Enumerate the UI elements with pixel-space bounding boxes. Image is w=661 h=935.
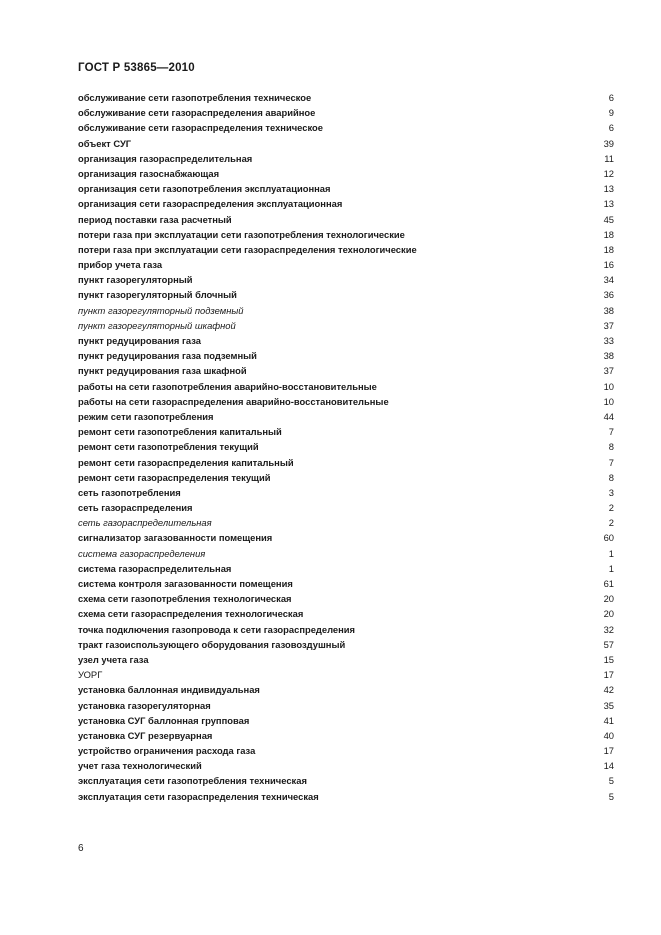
index-page-number: 14 bbox=[603, 760, 614, 772]
page-number: 6 bbox=[78, 843, 84, 854]
index-term: установка СУГ баллонная групповая bbox=[78, 714, 250, 726]
index-term: система газораспределения bbox=[78, 547, 206, 559]
index-entry bbox=[78, 773, 614, 788]
index-term: ремонт сети газораспределения текущий bbox=[78, 471, 271, 483]
index-entry bbox=[78, 561, 614, 576]
alphabetical-index-list bbox=[78, 90, 614, 804]
index-term: пункт редуцирования газа подземный bbox=[78, 350, 257, 362]
index-page-number: 20 bbox=[603, 608, 614, 620]
index-entry bbox=[78, 379, 614, 394]
index-term: система контроля загазованности помещения bbox=[78, 578, 293, 589]
index-term: объект СУГ bbox=[78, 137, 132, 149]
index-entry bbox=[78, 333, 614, 348]
index-entry bbox=[78, 682, 614, 697]
index-page-number: 40 bbox=[603, 729, 614, 741]
index-page-number: 2 bbox=[608, 502, 614, 514]
index-entry bbox=[78, 470, 614, 485]
document-header: ГОСТ Р 53865—2010 bbox=[78, 62, 195, 74]
index-entry bbox=[78, 90, 614, 105]
index-term: пункт редуцирования газа шкафной bbox=[78, 365, 247, 377]
index-term: устройство ограничения расхода газа bbox=[78, 745, 256, 757]
index-term: сеть газопотребления bbox=[78, 486, 181, 498]
index-entry bbox=[78, 667, 614, 682]
index-term: пункт газорегуляторный подземный bbox=[78, 304, 244, 316]
index-page-number: 38 bbox=[603, 304, 614, 316]
index-term: потери газа при эксплуатации сети газопотребления технологические bbox=[78, 228, 405, 240]
index-page-number: 1 bbox=[608, 547, 614, 559]
index-entry bbox=[78, 515, 614, 530]
index-term: схема сети газораспределения технологическая bbox=[78, 608, 304, 620]
index-entry bbox=[78, 546, 614, 561]
index-page-number: 1 bbox=[608, 562, 614, 574]
index-entry bbox=[78, 136, 614, 151]
index-entry bbox=[78, 105, 614, 120]
index-term: эксплуатация сети газопотребления техническая bbox=[78, 775, 307, 787]
index-page-number: 8 bbox=[608, 441, 614, 453]
index-page-number: 18 bbox=[603, 243, 614, 255]
index-page-number: 17 bbox=[603, 669, 614, 681]
index-term: тракт газоиспользующего оборудования газовоздушный bbox=[78, 638, 346, 650]
index-term: организация сети газораспределения эксплуатационная bbox=[78, 198, 343, 210]
index-page-number: 41 bbox=[603, 714, 614, 726]
index-page-number: 44 bbox=[603, 410, 614, 422]
index-entry bbox=[78, 591, 614, 606]
index-page-number: 61 bbox=[603, 578, 614, 589]
index-page-number: 38 bbox=[603, 350, 614, 362]
index-page-number: 35 bbox=[603, 699, 614, 711]
index-entry bbox=[78, 637, 614, 652]
index-page-number: 20 bbox=[603, 593, 614, 605]
index-term: обслуживание сети газораспределения техническое bbox=[78, 122, 323, 134]
index-page-number: 5 bbox=[608, 775, 614, 787]
index-page-number: 36 bbox=[603, 289, 614, 301]
index-entry bbox=[78, 606, 614, 621]
index-page-number: 32 bbox=[603, 623, 614, 635]
index-entry bbox=[78, 257, 614, 272]
index-entry bbox=[78, 439, 614, 454]
index-entry bbox=[78, 455, 614, 470]
index-term: работы на сети газопотребления аварийно-восстановительные bbox=[78, 380, 377, 392]
index-term: обслуживание сети газопотребления техническое bbox=[78, 92, 312, 103]
index-page-number: 60 bbox=[603, 532, 614, 544]
index-page-number: 39 bbox=[603, 137, 614, 149]
index-page-number: 37 bbox=[603, 319, 614, 331]
index-page-number: 18 bbox=[603, 228, 614, 240]
index-page-number: 42 bbox=[603, 684, 614, 696]
index-entry bbox=[78, 743, 614, 758]
index-entry bbox=[78, 151, 614, 166]
index-page-number: 17 bbox=[603, 745, 614, 757]
index-term: учет газа технологический bbox=[78, 760, 202, 772]
index-entry bbox=[78, 698, 614, 713]
index-term: установка газорегуляторная bbox=[78, 699, 211, 711]
index-entry bbox=[78, 287, 614, 302]
index-term: сигнализатор загазованности помещения bbox=[78, 532, 273, 544]
index-entry bbox=[78, 394, 614, 409]
index-term: система газораспределительная bbox=[78, 562, 232, 574]
index-page-number: 15 bbox=[603, 653, 614, 665]
index-entry bbox=[78, 272, 614, 287]
index-page-number: 5 bbox=[608, 790, 614, 802]
index-term: организация сети газопотребления эксплуатационная bbox=[78, 183, 331, 195]
index-page-number: 9 bbox=[608, 107, 614, 119]
index-term: прибор учета газа bbox=[78, 259, 163, 271]
index-entry bbox=[78, 530, 614, 545]
index-page-number: 37 bbox=[603, 365, 614, 377]
index-entry bbox=[78, 576, 614, 591]
index-page-number: 2 bbox=[608, 517, 614, 529]
index-term: пункт газорегуляторный блочный bbox=[78, 289, 237, 301]
index-page-number: 13 bbox=[603, 183, 614, 195]
index-term: период поставки газа расчетный bbox=[78, 213, 232, 225]
index-page-number: 10 bbox=[603, 395, 614, 407]
index-page-number: 45 bbox=[603, 213, 614, 225]
index-entry bbox=[78, 728, 614, 743]
index-page-number: 16 bbox=[603, 259, 614, 271]
index-page-number: 10 bbox=[603, 380, 614, 392]
index-page-number: 57 bbox=[603, 638, 614, 650]
index-entry bbox=[78, 363, 614, 378]
index-term: пункт газорегуляторный bbox=[78, 274, 193, 286]
index-term: потери газа при эксплуатации сети газораспределения технологические bbox=[78, 243, 417, 255]
index-term: ремонт сети газопотребления текущий bbox=[78, 441, 259, 453]
index-term: установка СУГ резервуарная bbox=[78, 729, 213, 741]
index-page-number: 7 bbox=[608, 426, 614, 438]
index-entry bbox=[78, 242, 614, 257]
index-entry bbox=[78, 758, 614, 773]
index-page-number: 6 bbox=[608, 122, 614, 134]
index-term: УОРГ bbox=[78, 669, 103, 681]
index-entry bbox=[78, 424, 614, 439]
index-page-number: 33 bbox=[603, 335, 614, 346]
index-entry bbox=[78, 120, 614, 135]
index-entry bbox=[78, 348, 614, 363]
index-entry bbox=[78, 196, 614, 211]
index-entry bbox=[78, 318, 614, 333]
index-term: пункт редуцирования газа bbox=[78, 335, 201, 346]
index-term: точка подключения газопровода к сети газораспределения bbox=[78, 623, 356, 635]
index-entry bbox=[78, 713, 614, 728]
index-term: схема сети газопотребления технологическая bbox=[78, 593, 292, 605]
index-term: режим сети газопотребления bbox=[78, 410, 214, 422]
index-entry bbox=[78, 485, 614, 500]
index-entry bbox=[78, 622, 614, 637]
index-entry bbox=[78, 227, 614, 242]
index-entry bbox=[78, 500, 614, 515]
index-term: ремонт сети газораспределения капитальный bbox=[78, 456, 294, 468]
index-term: узел учета газа bbox=[78, 653, 149, 665]
index-term: обслуживание сети газораспределения аварийное bbox=[78, 107, 316, 119]
index-page-number: 3 bbox=[608, 486, 614, 498]
index-entry bbox=[78, 789, 614, 804]
index-page-number: 8 bbox=[608, 471, 614, 483]
index-term: работы на сети газораспределения аварийно-восстановительные bbox=[78, 395, 389, 407]
index-page-number: 11 bbox=[604, 152, 614, 164]
index-page-number: 34 bbox=[603, 274, 614, 286]
index-term: пункт газорегуляторный шкафной bbox=[78, 319, 236, 331]
index-entry bbox=[78, 181, 614, 196]
index-entry bbox=[78, 652, 614, 667]
index-term: ремонт сети газопотребления капитальный bbox=[78, 426, 282, 438]
index-term: сеть газораспределительная bbox=[78, 517, 212, 529]
index-term: эксплуатация сети газораспределения техническая bbox=[78, 790, 319, 802]
index-entry bbox=[78, 303, 614, 318]
index-term: организация газораспределительная bbox=[78, 152, 253, 164]
index-page-number: 7 bbox=[608, 456, 614, 468]
index-term: установка баллонная индивидуальная bbox=[78, 684, 260, 696]
index-page-number: 12 bbox=[603, 167, 614, 179]
index-entry bbox=[78, 212, 614, 227]
index-entry bbox=[78, 166, 614, 181]
index-page-number: 6 bbox=[608, 92, 614, 103]
index-term: сеть газораспределения bbox=[78, 502, 193, 514]
index-page-number: 13 bbox=[603, 198, 614, 210]
index-entry bbox=[78, 409, 614, 424]
index-term: организация газоснабжающая bbox=[78, 167, 220, 179]
